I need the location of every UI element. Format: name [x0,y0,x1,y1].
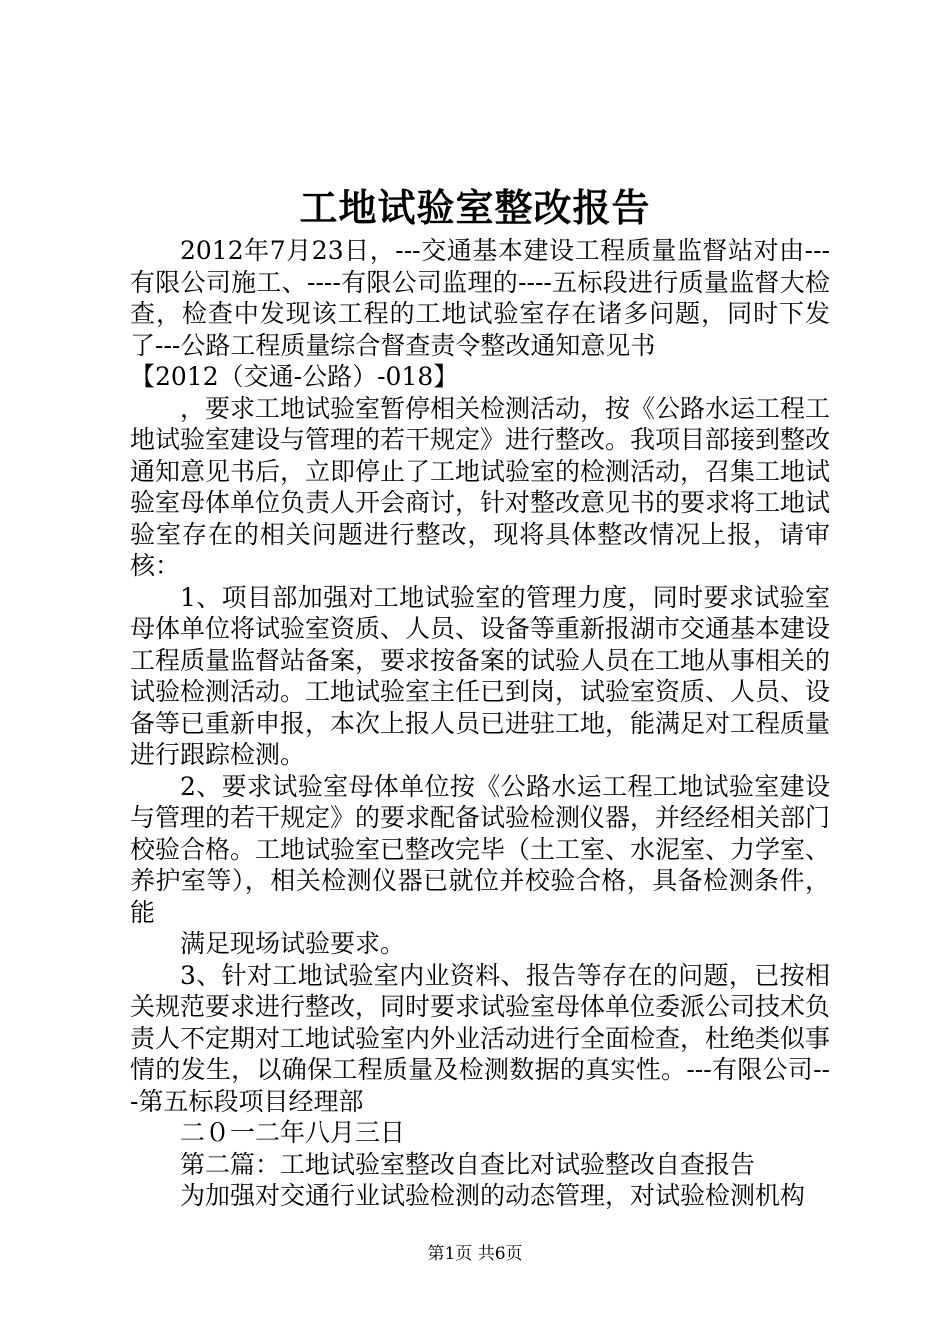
paragraph-notice-number: 【2012（交通-公路）-018】 [130,362,459,391]
paragraph-second-part-intro: 为加强对交通行业试验检测的动态管理，对试验检测机构 [180,1181,806,1210]
paragraph-second-part-heading: 第二篇：工地试验室整改自查比对试验整改自查报告 [180,1149,756,1179]
paragraph-requirement: ，要求工地试验室暂停相关检测活动，按《公路水运工程工地试验室建设与管理的若干规定》进行整改。我项目部接到整改通知意见书后，立即停止了工地试验室的检测活动，召集工地试验室母体单位负责人开会商讨，针对整改意见书的要求将工地试验室存在的相关问题进行整改，现将具体整改情况上报，请审核： [130,393,831,580]
page-footer: 第1页 共6页 [427,1244,523,1264]
paragraph-intro: 2012年7月23日，---交通基本建设工程质量监督站对由---有限公司施工、----有限公司监理的----五标段进行质量监督大检查，检查中发现该工程的工地试验室存在诸多问题，同时下发了---公路工程质量综合督查责令整改通知意见书 [130,236,830,360]
paragraph-item-1: 1、项目部加强对工地试验室的管理力度，同时要求试验室母体单位将试验室资质、人员、设备等重新报湖市交通基本建设工程质量监督站备案，要求按备案的试验人员在工地从事相关的试验检测活动。工地试验室主任已到岗，试验室资质、人员、设备等已重新申报，本次上报人员已进驻工地，能满足对工程质量进行跟踪检测。 [130,582,831,769]
paragraph-item-2-continued: 满足现场试验要求。 [180,929,406,958]
document-body [130,235,830,1212]
paragraph-date: 二０一二年八月三日 [180,1118,406,1147]
paragraph-item-3: 3、针对工地试验室内业资料、报告等存在的问题，已按相关规范要求进行整改，同时要求试验室母体单位委派公司技术负责人不定期对工地试验室内外业活动进行全面检查，杜绝类似事情的发生，以确保工程质量及检测数据的真实性。---有限公司---第五标段项目经理部 [130,960,831,1116]
document-title: 工地试验室整改报告 [299,185,651,230]
paragraph-item-2: 2、要求试验室母体单位按《公路水运工程工地试验室建设与管理的若干规定》的要求配备试验检测仪器，并经经相关部门校验合格。工地试验室已整改完毕（土工室、水泥室、力学室、养护室等），相关检测仪器已就位并校验合格，具备检测条件，能 [130,771,831,927]
